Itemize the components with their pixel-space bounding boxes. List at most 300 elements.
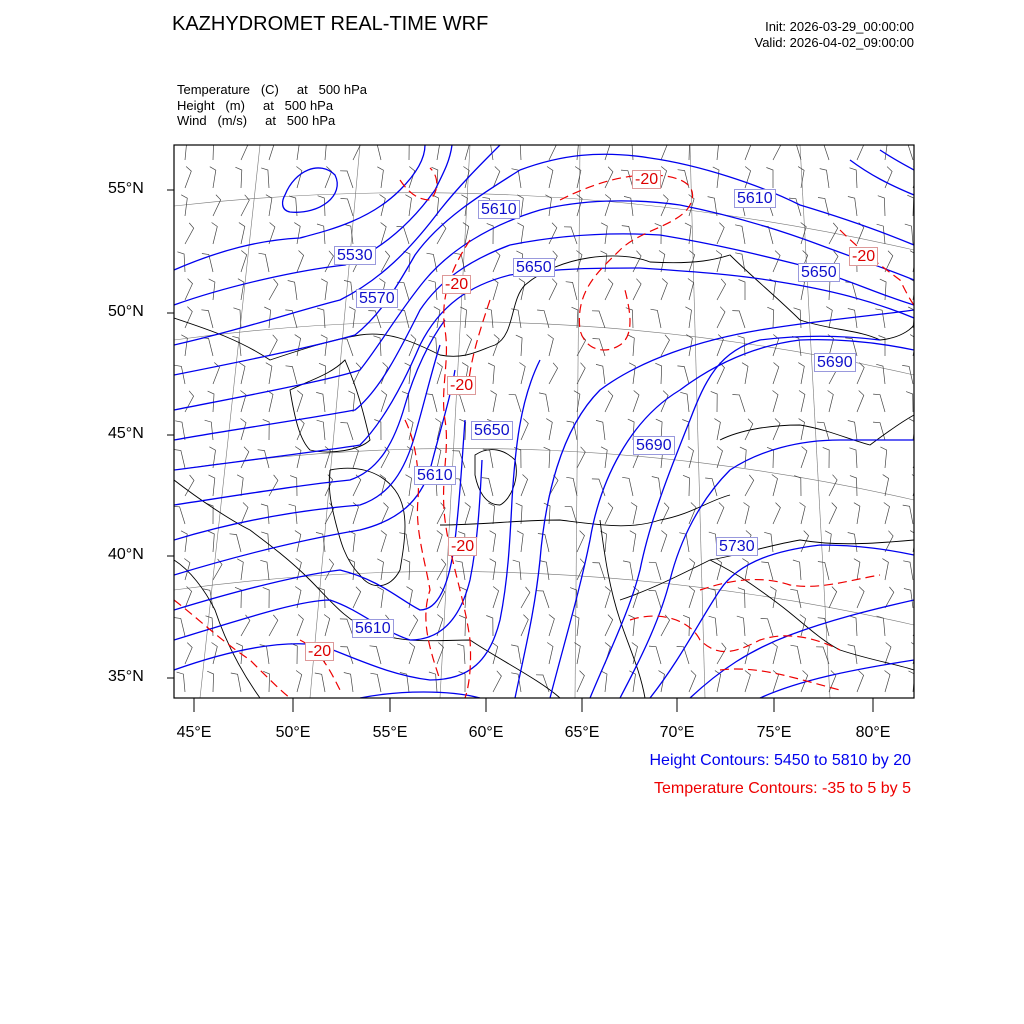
wind-barb (628, 335, 634, 356)
wind-barb (435, 447, 441, 469)
wind-barb (577, 671, 584, 692)
lon-label: 45°E (176, 724, 212, 741)
field-height: Height (m) at 500 hPa (177, 97, 334, 113)
height-contour-label: 5650 (471, 421, 513, 440)
wind-barb (260, 645, 269, 664)
wind-barb (877, 616, 885, 636)
lon-label: 55°E (372, 724, 408, 741)
wind-barb (538, 534, 549, 553)
height-contour-label: 5610 (734, 189, 776, 208)
wind-barb (689, 587, 695, 609)
wind-barb (767, 307, 773, 328)
wind-barb (353, 587, 361, 608)
wind-barb (649, 646, 661, 664)
wind-barb (397, 282, 409, 300)
wind-barb (240, 391, 246, 413)
lat-label: 50°N (108, 303, 144, 320)
wind-barb (549, 139, 557, 160)
wind-barb (605, 503, 613, 524)
wind-barb (799, 419, 805, 440)
wind-barb (205, 420, 213, 440)
temp-contour-label: -20 (447, 376, 476, 395)
wind-barb (850, 168, 858, 188)
wind-barb (848, 421, 857, 441)
wind-barb (213, 195, 221, 216)
wind-barb (407, 419, 413, 441)
wind-barb (790, 589, 801, 608)
height-contour-label: 5610 (414, 466, 456, 485)
wind-barb (238, 279, 244, 300)
wind-barb (492, 643, 498, 665)
wind-barb (483, 449, 493, 468)
wind-barb (540, 561, 549, 580)
wind-barb (181, 335, 187, 356)
height-contour-label: 5690 (814, 353, 856, 372)
wind-barb (661, 139, 668, 161)
wind-barb (572, 307, 578, 328)
wind-barb (683, 475, 690, 496)
wind-barb (521, 475, 528, 497)
wind-barb (820, 169, 829, 188)
wind-barb (857, 363, 864, 384)
wind-barb (885, 671, 891, 693)
wind-barb (659, 671, 665, 692)
wind-barb (488, 503, 494, 524)
wind-barb (905, 224, 913, 244)
wind-barb (764, 532, 773, 552)
wind-barb (493, 587, 499, 609)
wind-barb (267, 391, 273, 413)
wind-barb (854, 559, 860, 580)
wind-barb (912, 475, 918, 497)
wind-barb (677, 646, 689, 664)
wind-barb (490, 531, 496, 552)
wind-barb (683, 139, 689, 160)
wind-barb (521, 615, 528, 636)
wind-barb (717, 503, 724, 525)
wind-barb (353, 447, 359, 469)
temp-contour-label: -20 (849, 247, 878, 266)
lon-label: 80°E (855, 724, 891, 741)
wind-barb (511, 309, 521, 328)
wind-barb (317, 224, 325, 244)
wind-barb (716, 559, 722, 581)
wind-barb (791, 645, 802, 664)
wind-barb (679, 533, 689, 552)
wind-barb (742, 559, 748, 580)
wind-barb (745, 139, 752, 161)
wind-barb (800, 503, 806, 525)
wind-barb (649, 590, 661, 608)
wind-barb (519, 363, 525, 385)
wind-barb (536, 675, 549, 692)
wind-barb (655, 363, 661, 384)
wind-barb (738, 588, 745, 608)
wind-barb (261, 168, 269, 188)
wind-barb (493, 251, 500, 273)
wind-barb (577, 447, 585, 468)
wind-barb (263, 587, 270, 608)
wind-barb (769, 279, 775, 300)
wind-barb (904, 589, 913, 609)
wind-barb (655, 223, 662, 244)
wind-barb (793, 560, 801, 580)
wind-barb (717, 447, 723, 469)
temp-contour-label: -20 (442, 275, 471, 294)
height-contour-label: 5610 (352, 619, 394, 638)
wind-barb (739, 280, 746, 301)
wind-barb (678, 170, 689, 188)
wind-barb (297, 251, 304, 273)
wind-barb (689, 671, 696, 693)
wind-barb (829, 475, 837, 496)
wind-barb (717, 279, 726, 300)
chart-title: KAZHYDROMET REAL-TIME WRF (172, 13, 489, 35)
wind-barb (269, 615, 278, 636)
wind-barb (631, 503, 637, 525)
wind-barb (409, 615, 418, 636)
wind-barb (737, 616, 745, 636)
wind-barb (321, 279, 327, 300)
wind-barb (174, 618, 185, 637)
wind-barb (206, 616, 214, 636)
wind-barb (434, 307, 440, 328)
lon-label: 75°E (756, 724, 792, 741)
wind-barb (316, 392, 325, 412)
wind-barb (349, 307, 355, 328)
wind-barb (630, 531, 636, 552)
wind-barb (661, 615, 670, 636)
wind-barb (493, 279, 499, 301)
wind-barb (601, 223, 607, 244)
wind-barb (605, 195, 611, 217)
wind-barb (185, 223, 194, 244)
wind-barb (210, 167, 216, 188)
wind-barb (230, 534, 242, 552)
wind-barb (295, 447, 301, 469)
wind-barb (237, 559, 243, 580)
lat-label: 45°N (108, 425, 144, 442)
wind-barb (596, 364, 605, 384)
wind-barb (403, 139, 410, 160)
wind-barb (623, 561, 633, 580)
wind-barb (735, 225, 745, 244)
wind-barb (766, 168, 773, 189)
height-contour-label: 5610 (478, 200, 520, 219)
wind-barb (488, 363, 494, 384)
height-contour-label: 5530 (334, 246, 376, 265)
wind-barb (514, 140, 522, 160)
wind-barb (509, 394, 521, 412)
wind-barb (742, 363, 748, 384)
wind-barb (324, 615, 330, 637)
wind-barb (566, 282, 577, 300)
wind-barb (857, 139, 864, 160)
wind-barb (548, 335, 554, 357)
wind-barb (680, 392, 689, 412)
wind-barb (325, 503, 334, 524)
wind-barb (773, 391, 779, 413)
wind-barb (709, 616, 717, 636)
wind-barb (688, 279, 694, 301)
wind-barb (266, 363, 272, 384)
wind-barb (849, 448, 857, 468)
wind-barb (320, 139, 326, 160)
wind-barb (824, 279, 830, 300)
wind-barb (661, 195, 668, 216)
wind-barb (348, 391, 354, 412)
wind-barb (185, 391, 194, 412)
wind-barb (294, 223, 300, 244)
wind-barb (181, 139, 187, 160)
wind-barb (903, 561, 913, 580)
wind-barb (713, 167, 719, 188)
wind-barb (605, 615, 613, 636)
wind-barb (517, 531, 523, 552)
wind-barb (325, 559, 334, 580)
wind-barb (773, 363, 779, 385)
wind-barb (773, 139, 781, 160)
wind-barb (537, 310, 549, 328)
wind-barb (910, 531, 916, 552)
height-contour-label: 5570 (356, 289, 398, 308)
wind-barb (340, 423, 353, 441)
wind-barb (208, 391, 214, 412)
wind-barb (549, 223, 557, 244)
wind-barb (717, 643, 726, 664)
wind-barb (848, 197, 857, 217)
lon-label: 70°E (659, 724, 695, 741)
wind-barb (883, 475, 889, 496)
wind-barb (882, 559, 888, 580)
wind-barb (465, 503, 471, 525)
wind-barb (885, 643, 891, 665)
valid-time: Valid: 2026-04-02_09:00:00 (754, 35, 914, 50)
wind-barb (689, 251, 695, 273)
wind-barb (370, 142, 381, 160)
wind-barb (596, 420, 605, 440)
wind-barb (716, 251, 722, 273)
wind-barb (485, 308, 493, 328)
wind-barb (825, 531, 831, 552)
wind-barb (434, 139, 440, 160)
wind-barb (651, 309, 662, 328)
wind-barb (241, 195, 249, 216)
wind-barb (405, 195, 411, 216)
wind-barb (661, 503, 669, 524)
wind-barb (773, 251, 780, 272)
wind-barb (269, 475, 278, 496)
wind-barb (910, 251, 916, 272)
lat-label: 55°N (108, 180, 144, 197)
wind-barb (377, 167, 383, 188)
wind-barb (321, 335, 327, 356)
wind-barb (426, 394, 437, 412)
wind-barb (829, 587, 837, 608)
wind-barb (633, 251, 641, 272)
wind-barb (403, 559, 409, 580)
wind-barb (878, 196, 885, 216)
lon-label: 50°E (275, 724, 311, 741)
wind-barb (910, 279, 916, 300)
wind-barb (207, 139, 213, 160)
wind-barb (745, 167, 751, 189)
wind-barb (688, 447, 694, 469)
wind-barb (854, 503, 860, 524)
wind-barb (517, 223, 523, 244)
wind-barb (269, 279, 278, 300)
temp-contour-label: -20 (632, 170, 661, 189)
wind-barb (717, 307, 725, 328)
wind-barb (209, 279, 215, 300)
wind-barb (406, 475, 412, 496)
lat-label: 35°N (108, 668, 144, 685)
wind-barb (344, 673, 353, 693)
wind-barb (286, 366, 298, 384)
wind-barb (732, 311, 745, 328)
wind-barb (745, 475, 754, 496)
wind-barb (459, 615, 465, 636)
wind-barb (370, 646, 382, 664)
wind-barb (516, 335, 522, 356)
wind-barb (177, 672, 185, 692)
wind-barb (873, 422, 885, 440)
wind-barb (289, 196, 297, 216)
wind-barb (297, 615, 303, 637)
wind-barb (377, 559, 383, 580)
temperature-contour-legend: Temperature Contours: -35 to 5 by 5 (653, 780, 911, 797)
wind-barb (857, 587, 864, 608)
wind-barb (174, 450, 185, 469)
wind-barb (549, 363, 558, 384)
wind-barb (260, 560, 269, 580)
wind-barb (185, 167, 191, 189)
wind-barb (772, 475, 778, 497)
wind-barb (349, 531, 355, 552)
wind-barb (880, 447, 886, 468)
wind-barb (798, 363, 804, 384)
wind-barb (628, 615, 634, 636)
wind-barb (487, 223, 494, 244)
wind-barb (686, 335, 692, 356)
wind-barb (353, 363, 361, 384)
wind-barb (735, 253, 745, 272)
temp-contour-label: -20 (305, 642, 334, 661)
wind-barb (185, 307, 192, 328)
wind-barb (773, 419, 780, 441)
wind-barb (297, 391, 303, 413)
wind-barb (381, 391, 387, 413)
wind-barb (493, 671, 501, 692)
wind-barb (600, 531, 606, 552)
wind-barb (605, 391, 613, 412)
wind-barb (181, 531, 187, 552)
wind-barb (315, 673, 325, 692)
wind-barb (593, 339, 606, 357)
wind-barb (212, 223, 218, 245)
lon-label: 65°E (564, 724, 600, 741)
wind-barb (297, 419, 304, 440)
wind-barb (491, 391, 497, 412)
wind-barb (207, 671, 213, 692)
wind-barb (202, 338, 213, 356)
wind-barb (577, 531, 585, 552)
wind-barb (605, 587, 610, 609)
wind-barb (592, 311, 605, 328)
wind-barb (381, 363, 388, 385)
wind-barb (547, 167, 553, 189)
wind-barb (341, 198, 354, 216)
wind-barb (429, 672, 437, 692)
wind-barb (409, 643, 415, 665)
wind-barb (849, 616, 857, 636)
wind-barb (208, 531, 214, 552)
wind-barb (291, 643, 298, 664)
wind-barb (409, 335, 416, 357)
wind-barb (649, 562, 661, 580)
wind-barb (549, 615, 555, 637)
wind-barb (799, 391, 805, 413)
wind-barbs (173, 139, 922, 693)
wind-barb (233, 308, 241, 328)
field-wind: Wind (m/s) at 500 hPa (177, 113, 336, 128)
wind-barb (381, 251, 390, 272)
wind-barb (633, 391, 639, 413)
wind-barb (381, 531, 387, 553)
wind-barb (290, 476, 297, 496)
wind-barb (873, 394, 885, 412)
wind-barb (545, 195, 551, 216)
wind-barb (232, 336, 241, 356)
wind-barb (713, 139, 719, 160)
height-contour-label: 5690 (633, 436, 675, 455)
height-contour-legend: Height Contours: 5450 to 5810 by 20 (649, 752, 911, 769)
wind-barb (437, 531, 443, 553)
wind-barb (601, 447, 607, 468)
wind-barb (661, 531, 667, 553)
wind-barb (185, 643, 192, 664)
wind-barb (185, 279, 193, 300)
wind-barb (745, 671, 751, 693)
wind-barb (818, 618, 829, 636)
wind-barb (453, 394, 465, 412)
wind-barb (521, 587, 530, 608)
wind-barb (823, 447, 830, 468)
wind-barb (293, 139, 299, 160)
wind-barb (605, 167, 613, 188)
wind-barb (511, 645, 521, 664)
wind-barb (261, 504, 269, 524)
wind-barb (317, 420, 325, 440)
wind-barb (368, 311, 381, 328)
wind-barb (857, 391, 864, 413)
wind-barb (259, 253, 270, 272)
wind-barb (296, 671, 302, 693)
wind-barb (269, 335, 277, 356)
wind-barb (288, 281, 297, 301)
wind-barb (237, 475, 243, 496)
wind-barb (661, 167, 667, 189)
wind-barb (437, 363, 443, 385)
wind-barb (677, 366, 689, 384)
wind-barb (826, 307, 832, 328)
wind-barb (744, 503, 750, 525)
wind-barb (239, 223, 245, 244)
wind-barb (661, 279, 667, 301)
wind-barb (241, 251, 247, 273)
wind-barb (828, 391, 834, 413)
wind-barb (344, 224, 353, 244)
